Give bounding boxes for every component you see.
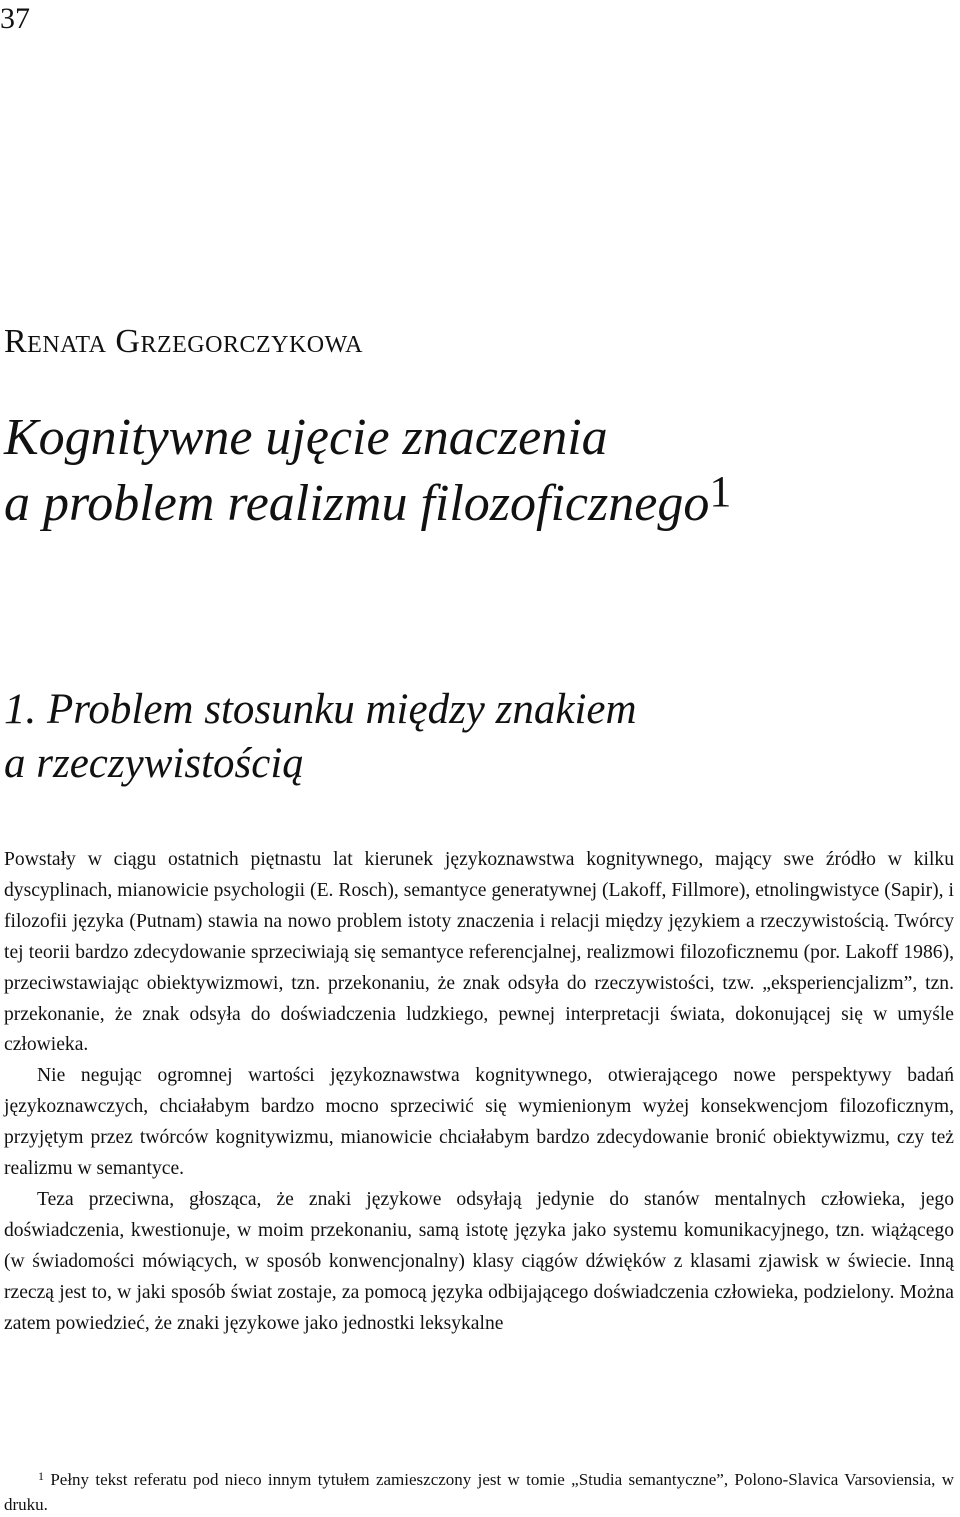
footnote — [4, 1467, 954, 1517]
article-title-line-1: Kognitywne ujęcie znaczenia — [4, 409, 608, 466]
page-number: 37 — [0, 2, 30, 35]
section-heading-line-1: 1. Problem stosunku między znakiem — [4, 686, 637, 733]
paragraph-1: Powstały w ciągu ostatnich piętnastu lat kierunek językoznawstwa kognitywnego, mający swe źródło w kilku dyscyplinach, mianowicie psychologii (E. Rosch), semantyce generatywnej (Lakoff, Fillmore), etnolingwistyce (Sapir), i filozofii języka (Putnam) stawia na nowo problem istoty znaczenia i relacji między językiem a rzeczywistością. Twórcy tej teorii bardzo zdecydowanie sprzeciwiają się semantyce referencjalnej, realizmowi filozoficznemu (por. Lakoff 1986), przeciwstawiając obiektywizmowi, tzn. przekonaniu, że znak odsyła do rzeczywistości, tzw. „eksperiencjalizm”, tzn. przekonanie, że znak odsyła do doświadczenia ludzkiego, pewnej interpretacji świata, dokonującej się w umyśle człowieka. — [4, 849, 954, 1056]
footnote-marker: 1 — [38, 1469, 44, 1483]
section-heading — [4, 683, 954, 791]
title-footnote-marker[interactable]: 1 — [709, 467, 732, 516]
footnote-text: Pełny tekst referatu pod nieco innym tytułem zamieszczony jest w tomie „Studia semantyczne”, Polono-Slavica Varsoviensia, w druku. — [4, 1470, 954, 1514]
paragraph-2: Nie negując ogromnej wartości językoznawstwa kognitywnego, otwierającego nowe perspektywy badań językoznawczych, chciałabym bardzo mocno sprzeciwić się wymienionym wyżej konsekwencjom filozoficznym, przyjętym przez twórców kognitywizmu, mianowicie chciałabym bardzo zdecydowanie bronić obiektywizmu, czy też realizmu w semantyce. — [4, 1065, 954, 1180]
author-name: Renata Grzegorczykowa — [4, 323, 363, 360]
article-title — [4, 405, 954, 537]
paragraph-3: Teza przeciwna, głosząca, że znaki językowe odsyłają jedynie do stanów mentalnych człowieka, jego doświadczenia, kwestionuje, w moim przekonaniu, samą istotę języka jako systemu komunikacyjnego, tzn. wiążącego (w świadomości mówiących, w sposób konwencjonalny) klasy ciągów dźwięków z klasami zjawisk w świecie. Inną rzeczą jest to, w jaki sposób świat zostaje, za pomocą języka odbijającego doświadczenia człowieka, podzielony. Można zatem powiedzieć, że znaki językowe jako jednostki leksykalne — [4, 1188, 954, 1334]
article-title-line-2: a problem realizmu filozoficznego — [4, 475, 710, 532]
body-text — [4, 845, 954, 1340]
section-heading-line-2: a rzeczywistością — [4, 740, 304, 787]
